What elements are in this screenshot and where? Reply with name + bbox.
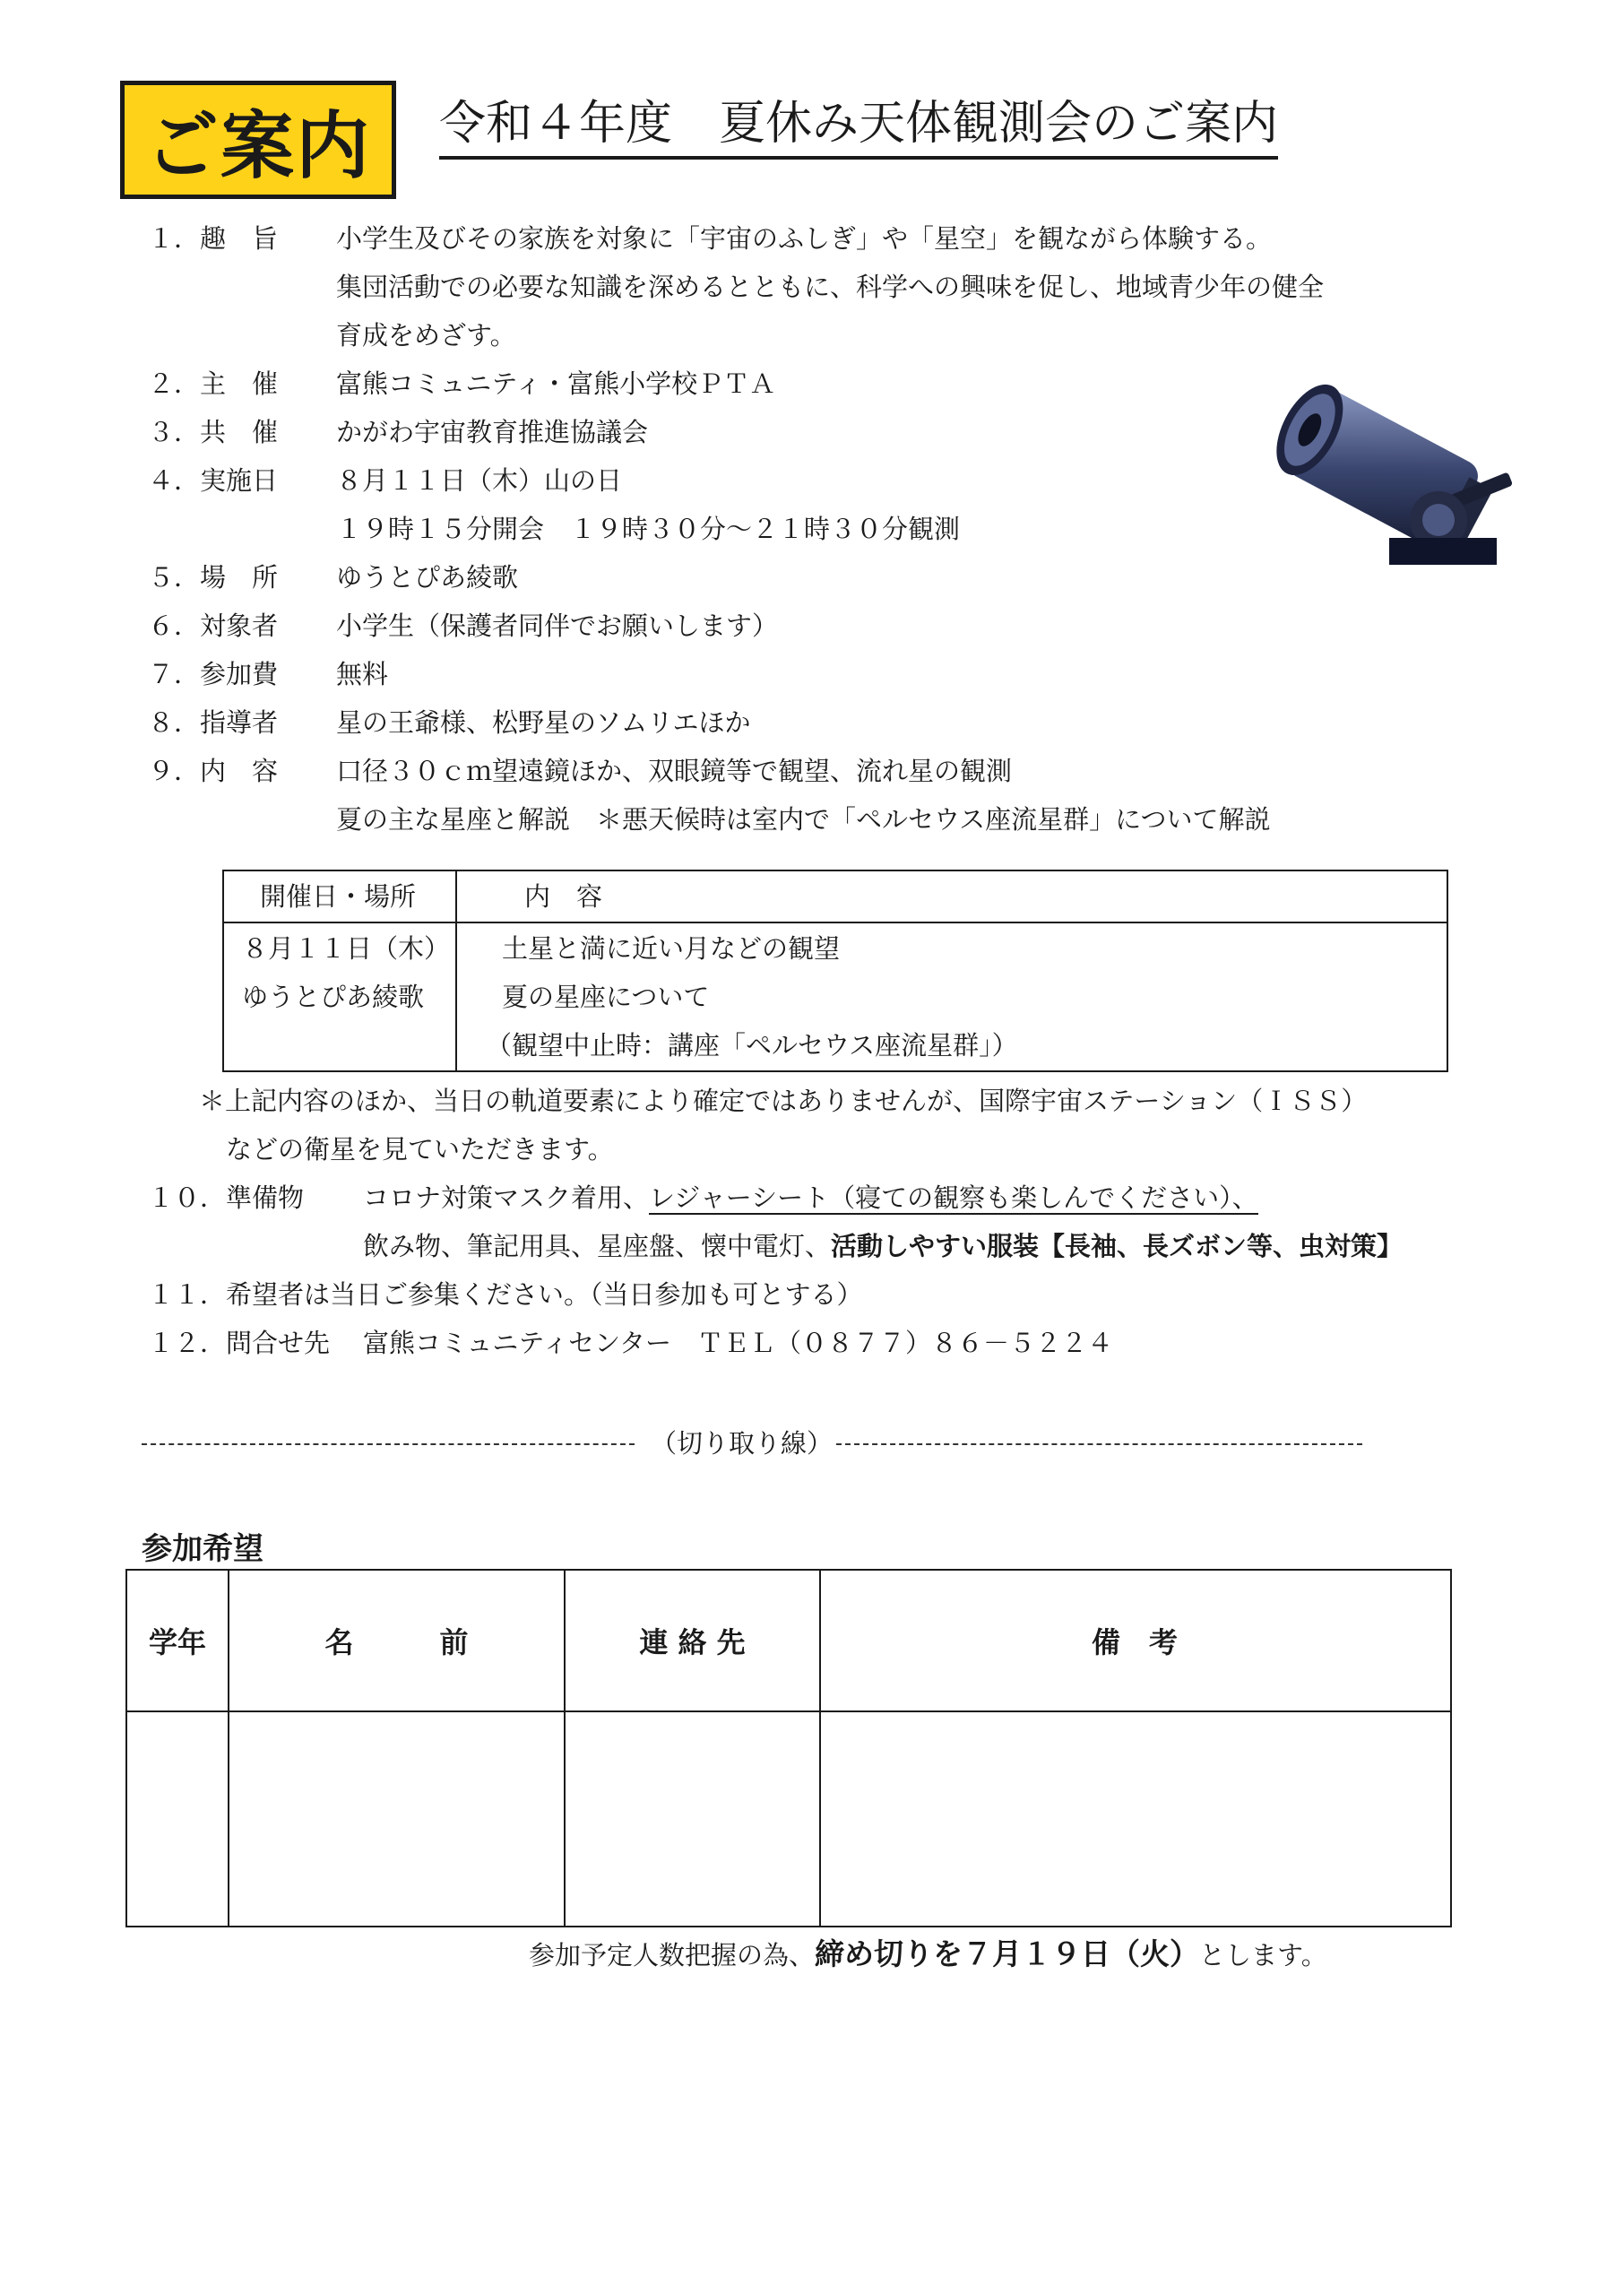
form-header-grade: 学年: [148, 1625, 206, 1659]
cut-line: [142, 1416, 1362, 1461]
schedule-content-3: （観望中止時：講座「ペルセウス座流星群」）: [486, 1030, 1018, 1061]
participation-form: [125, 1569, 1452, 1927]
item-date-time: １９時１５分開会 １９時３０分～２１時３０分観測: [336, 514, 961, 544]
item-date: ４．実施日 ８月１１日（木）山の日: [148, 465, 623, 496]
telescope-icon: [1255, 377, 1524, 574]
form-field-grade[interactable]: [127, 1712, 228, 1927]
item-target: ６．対象者 小学生（保護者同伴でお願いします）: [148, 611, 779, 641]
form-title: 参加希望: [142, 1531, 263, 1567]
item-organizer: ２．主 催 富熊コミュニティ・富熊小学校ＰＴＡ: [148, 368, 776, 399]
schedule-place: ゆうとぴあ綾歌: [242, 982, 425, 1012]
item-contact: １２．問合せ先 富熊コミュニティセンター ＴＥＬ（０８７７）８６－５２２４: [148, 1328, 1113, 1358]
page-title: 令和４年度 夏休み天体観測会のご案内: [439, 97, 1278, 160]
item-venue: ５．場 所 ゆうとぴあ綾歌: [148, 562, 519, 593]
item-instructor: ８．指導者 星の王爺様、松野星のソムリエほか: [148, 707, 751, 738]
item-purpose-line2: 集団活動での必要な知識を深めるとともに、科学への興味を促し、地域青少年の健全: [336, 272, 1325, 302]
item-content: ９．内 容 口径３０ｃｍ望遠鏡ほか、双眼鏡等で観望、流れ星の観測: [148, 756, 1013, 786]
schedule-table: [222, 870, 1448, 1072]
item-purpose-line3: 育成をめざす。: [336, 320, 516, 351]
item-co-organizer: ３．共 催 かがわ宇宙教育推進協議会: [148, 417, 649, 447]
item-fee: ７．参加費 無料: [148, 659, 389, 689]
note-line2: などの衛星を見ていただきます。: [226, 1134, 614, 1165]
guide-badge: ご案内: [120, 81, 396, 199]
schedule-date: ８月１１日（木）: [242, 933, 451, 964]
note-line1: ＊上記内容のほか、当日の軌道要素により確定ではありませんが、国際宇宙ステーション（ＩＳＳ）: [199, 1086, 1368, 1116]
form-field-contact[interactable]: [566, 1712, 819, 1927]
form-field-remarks[interactable]: [821, 1712, 1448, 1927]
form-header-name: 名 前: [324, 1625, 469, 1659]
form-header-remarks: 備 考: [1091, 1625, 1178, 1659]
form-header-contact: 連 絡 先: [639, 1625, 746, 1659]
item-participation: １１．希望者は当日ご参集ください。（当日参加も可とする）: [148, 1279, 863, 1310]
schedule-content-2: 夏の星座について: [502, 982, 710, 1012]
item-content-line2: 夏の主な星座と解説 ＊悪天候時は室内で「ペルセウス座流星群」について解説: [336, 804, 1271, 835]
cut-line-label: （切り取り線）: [651, 1428, 834, 1459]
item-belongings: １０．準備物 コロナ対策マスク着用、レジャーシート（寝ての観察も楽しんでください）、: [148, 1182, 1258, 1213]
form-field-name[interactable]: [229, 1712, 564, 1927]
deadline-note: 参加予定人数把握の為、締め切りを７月１９日（火）とします。: [529, 1936, 1327, 1971]
schedule-header-content: 内 容: [524, 881, 603, 912]
item-belongings-line2: 飲み物、筆記用具、星座盤、懐中電灯、活動しやすい服装【長袖、長ズボン等、虫対策】: [363, 1231, 1404, 1261]
item-purpose: １．趣 旨 小学生及びその家族を対象に「宇宙のふしぎ」や「星空」を観ながら体験する。: [148, 223, 1273, 254]
schedule-content-1: 土星と満に近い月などの観望: [502, 933, 841, 964]
schedule-header-date: 開催日・場所: [260, 881, 417, 912]
